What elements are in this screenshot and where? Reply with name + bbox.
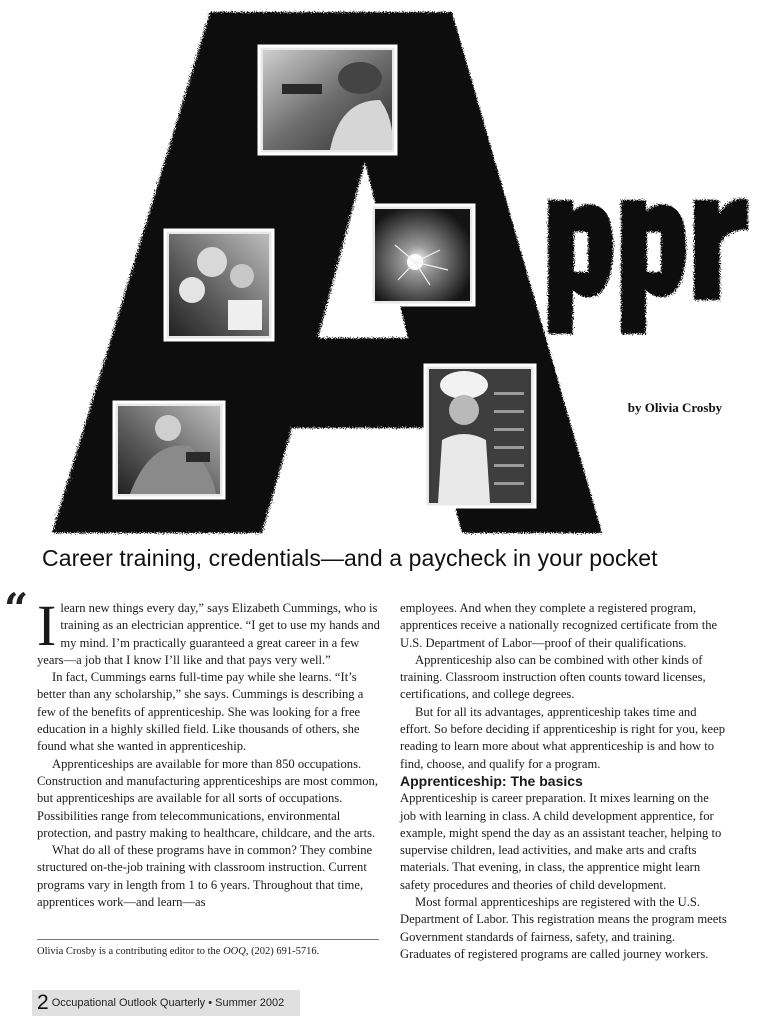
right-column [400,600,728,963]
page-number: 2 [37,991,49,1014]
paragraph-intro-text: learn new things every day,” says Elizabeth Cummings, who is training as an electrician apprentice. “I get to use my hands and my mind. I’m practically guaranteed a great career in a few years—a job that I know I’ll like and that pays very well.” [37,601,380,667]
footnote-contact: , (202) 691-5716. [245,946,320,957]
paragraph: employees. And when they complete a registered program, apprentices receive a nationally recognized certificate from the U.S. Department of Labor—proof of their qualifications. [400,601,718,650]
paragraph: In fact, Cummings earns full-time pay while she learns. “It’s better than any scholarship,” she says. Cummings is describing a few of the benefits of apprenticeship. She was looking for a free education in a highly skilled field. Like thousands of others, she found what she wanted in apprenticeship. [37,670,364,754]
footnote-publication: OOQ [223,946,246,957]
publication-name: Occupational Outlook Quarterly • Summer 2002 [51,997,285,1009]
paragraph-intro [37,593,381,669]
photo-chef [425,365,535,507]
paragraph: But for all its advantages, apprenticeship takes time and effort. So before deciding if apprenticeship is right for you, keep reading to learn more about what apprenticeship is and how to find, choose, and qualify for a program. [400,704,726,771]
author-footnote [37,945,381,959]
paragraph: Most formal apprenticeships are registered with the U.S. Department of Labor. This registration means the program meets Government standards of fairness, safety, and training. Graduates of registered programs are called journey workers. [400,895,727,961]
opening-quote-mark: “ [4,584,29,633]
photo-mechanic [114,402,224,498]
photo-welder [371,205,474,305]
page-footer [32,990,300,1016]
article-subtitle: Career training, credentials—and a paycheck in your pocket [42,545,658,571]
letters-ppr-graphic [548,199,748,334]
section-heading: Apprenticeship: The basics [400,772,583,789]
photo-electrician [259,46,396,154]
footnote-text: Olivia Crosby is a contributing editor to the [37,946,224,957]
drop-cap: I [37,593,57,658]
footnote-divider [37,939,379,940]
left-column [37,593,381,911]
byline: by Olivia Crosby [627,400,723,415]
paragraph: What do all of these programs have in common? They combine structured on-the-job training with classroom instruction. Current programs vary in length from 1 to 6 years. Throughout that time, apprentices work—and learn—as [37,843,373,910]
paragraph: Apprenticeship also can be combined with other kinds of training. Classroom instruction often counts toward licenses, certifications, and college degrees. [400,652,706,702]
photo-family [165,230,273,340]
paragraph: Apprenticeship is career preparation. It mixes learning on the job with learning in class. A child development apprentice, for example, might spend the day as an assistant teacher, helping to supervise children, lead activities, and make arts and crafts materials. That evening, in class, the apprentice might learn safety procedures and theories of child development. [400,791,722,892]
paragraph: Apprenticeships are available for more than 850 occupations. Construction and manufacturing apprenticeships are most common, but apprenticeships are available for all sorts of occupations. Possibilities range from telecommunications, environmental protection, and pastry making to healthcare, childcare, and the arts. [37,756,378,840]
